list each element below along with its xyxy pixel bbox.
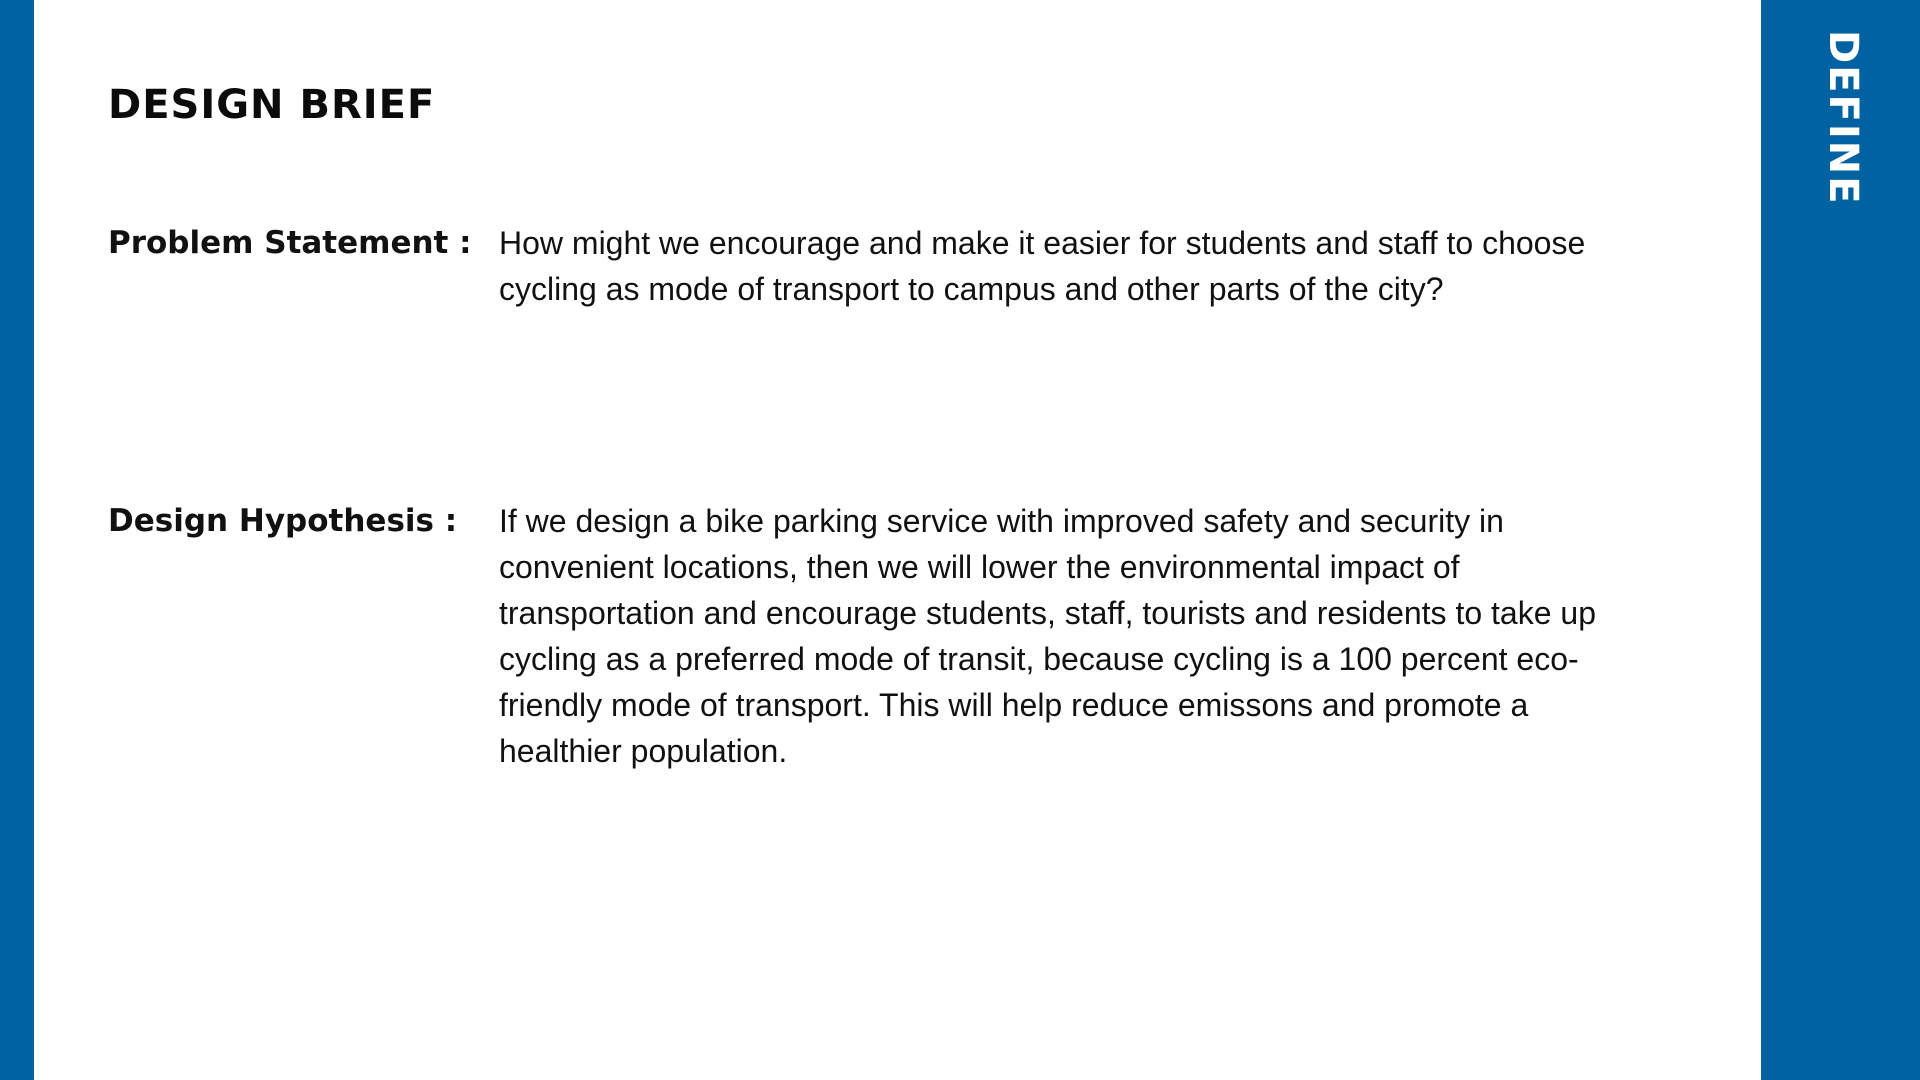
left-accent-bar [0, 0, 34, 1080]
problem-statement-section [108, 220, 1608, 312]
section-side-label: DEFINE [1820, 30, 1866, 206]
problem-statement-text: How might we encourage and make it easier for students and staff to choose cycling as mode of transport to campus and other parts of the city? [499, 225, 1586, 307]
page-title: DESIGN BRIEF [108, 81, 436, 128]
design-hypothesis-text: If we design a bike parking service with improved safety and security in convenient locations, then we will lower the environmental impact of transportation and encourage students, staff, tourists and residents to take up cycling as a preferred mode of transit, because cycling is a 100 percent eco-friendly mode of transport. This will help reduce emissons and promote a healthier population. [499, 503, 1596, 769]
design-hypothesis-section [108, 498, 1608, 774]
problem-statement-label: Problem Statement : [108, 225, 472, 261]
design-hypothesis-label: Design Hypothesis : [108, 503, 458, 539]
